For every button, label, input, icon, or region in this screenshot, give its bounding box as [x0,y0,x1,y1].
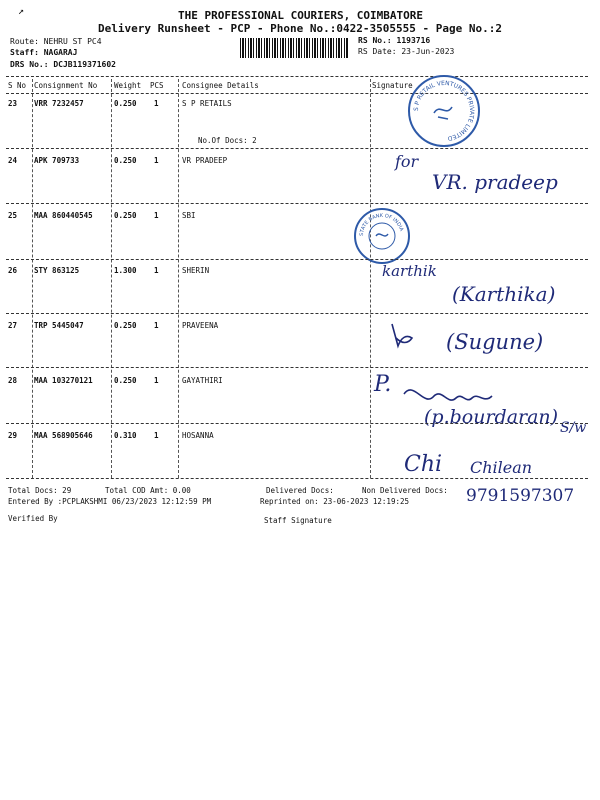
row-26-consignment: STY 863125 [34,266,80,275]
col-sno: S No [8,81,27,90]
row-25-sno: 25 [8,211,18,220]
row-24-sign-name: VR. pradeep [432,170,558,194]
row-24-sign-for: for [395,152,419,171]
row-29-pcs: 1 [154,431,159,440]
row-23-sno: 23 [8,99,18,108]
bank-seal-text: STATE BANK OF INDIA [358,212,405,237]
row-25-consignee: SBI [182,211,196,220]
row-28-sign-initial: P. [374,372,392,397]
row-24-sno: 24 [8,156,18,165]
row-24-weight: 0.250 [114,156,137,165]
row-27-consignment: TRP 5445047 [34,321,84,330]
delivered-docs: Delivered Docs: [266,486,334,495]
seal-text: S P RETAIL VENTURES PRIVATE LIMITED [412,79,476,142]
col-weight: Weight [114,81,142,90]
row-28-sign-relation: S/w [560,420,587,436]
row-23-note: No.Of Docs: 2 [198,136,257,145]
row-28-signature-scribble [400,380,510,404]
row-28-consignment: MAA 103270121 [34,376,93,385]
runsheet-subtitle: Delivery Runsheet - PCP - Phone No.:0422-3505555 - Page No.:2 [98,22,502,35]
row-29-consignment: MAA 568905646 [34,431,93,440]
company-seal-stamp [408,75,480,147]
route-label: Route: NEHRU ST PC4 [10,37,102,46]
drs-label: DRS No.: DCJB119371602 [10,60,116,69]
staff-label: Staff: NAGARAJ [10,48,78,57]
row-23-pcs: 1 [154,99,159,108]
row-28-pcs: 1 [154,376,159,385]
col-pcs: PCS [150,81,164,90]
staff-signature: Staff Signature [264,516,332,525]
company-title: THE PROFESSIONAL COURIERS, COIMBATORE [178,9,424,22]
bank-seal-stamp [354,208,410,264]
col-consignee: Consignee Details [182,81,259,90]
non-delivered-docs: Non Delivered Docs: [362,486,448,495]
row-27-pcs: 1 [154,321,159,330]
total-cod: Total COD Amt: 0.00 [105,486,191,495]
row-27-signature-scribble [388,320,420,352]
svg-text:STATE BANK OF INDIA [359,213,405,236]
verified-by: Verified By [8,514,58,523]
row-26-sno: 26 [8,266,18,275]
row-28-sno: 28 [8,376,18,385]
row-24-consignee: VR PRADEEP [182,156,228,165]
row-25-pcs: 1 [154,211,159,220]
row-29-sign-name: Chilean [470,458,533,477]
barcode [240,38,348,58]
row-23-weight: 0.250 [114,99,137,108]
row-28-weight: 0.250 [114,376,137,385]
row-29-consignee: HOSANNA [182,431,214,440]
row-28-consignee: GAYATHIRI [182,376,223,385]
row-23-consignment: VRR 7232457 [34,99,84,108]
row-26-weight: 1.300 [114,266,137,275]
row-28-sign-name: (p.bourdaran) [424,406,559,428]
row-29-weight: 0.310 [114,431,137,440]
total-docs: Total Docs: 29 [8,486,72,495]
row-29-sno: 29 [8,431,18,440]
row-27-sno: 27 [8,321,18,330]
col-consignment: Consignment No [34,81,98,90]
row-23-consignee: S P RETAILS [182,99,232,108]
row-26-consignee: SHERIN [182,266,210,275]
row-27-weight: 0.250 [114,321,137,330]
row-24-pcs: 1 [154,156,159,165]
col-signature: Signature [372,81,413,90]
row-26-sign-name: (Karthika) [452,282,556,306]
reprinted-on: Reprinted on: 23-06-2023 12:19:25 [260,497,410,506]
row-29-sign: Chi [404,452,443,477]
row-26-pcs: 1 [154,266,159,275]
corner-mark-icon: ↗ [18,6,25,17]
rs-date: RS Date: 23-Jun-2023 [358,47,455,56]
row-26-sign: karthik [382,262,437,280]
row-24-consignment: APK 709733 [34,156,80,165]
row-27-sign-name: (Sugune) [446,330,544,354]
handwritten-phone: 9791597307 [466,486,575,506]
rs-no: RS No.: 1193716 [358,36,431,45]
row-27-consignee: PRAVEENA [182,321,219,330]
row-25-consignment: MAA 860440545 [34,211,93,220]
row-25-weight: 0.250 [114,211,137,220]
entered-by: Entered By :PCPLAKSHMI 06/23/2023 12:12:59 PM [8,497,212,506]
